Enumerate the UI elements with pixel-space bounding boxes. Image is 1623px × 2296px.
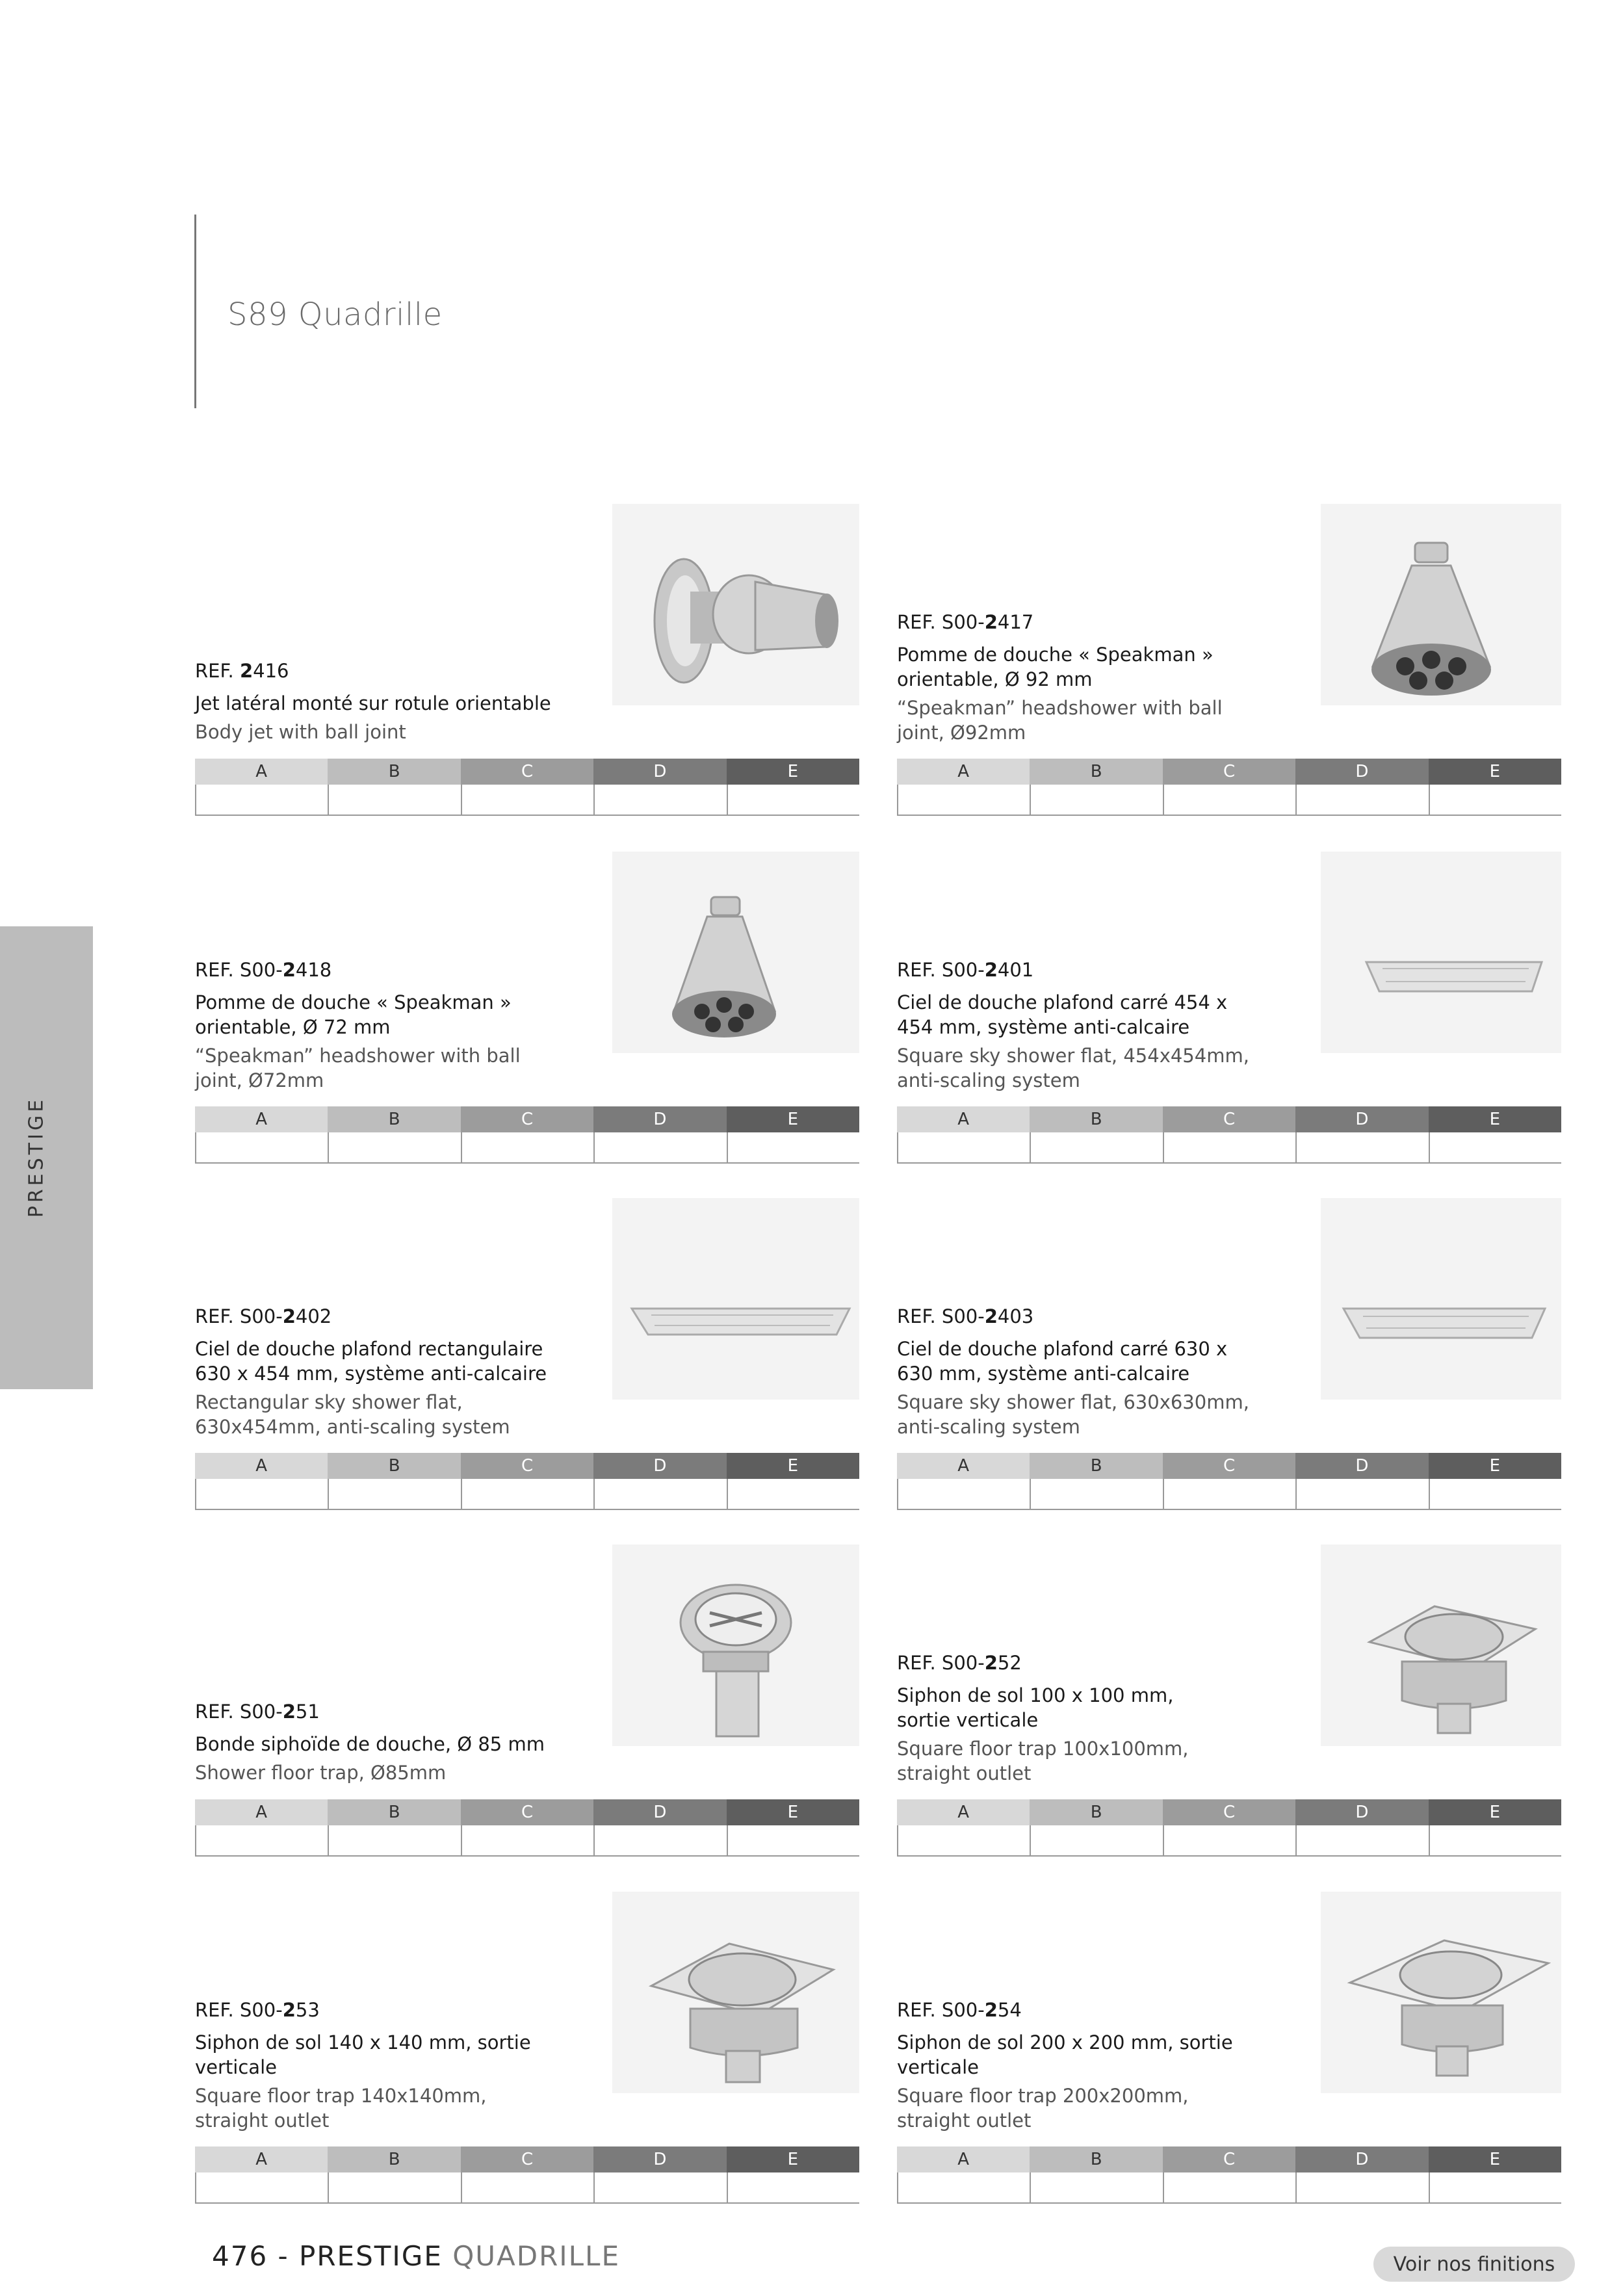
finish-a: A [897, 1799, 1030, 1825]
product-2416 [195, 504, 859, 816]
product-2418 [195, 852, 859, 1164]
finish-d: D [593, 1106, 726, 1132]
product-description-en: Square sky shower flat, 454x454mm, anti-scaling system [897, 1045, 1249, 1091]
product-description-en: Square floor trap 140x140mm, straight outlet [195, 2085, 487, 2132]
finish-c: C [461, 1799, 593, 1825]
finish-e: E [727, 2146, 859, 2172]
finish-e: E [1429, 759, 1561, 785]
finish-c: C [1163, 1799, 1295, 1825]
product-ref: REF. 2416 [195, 660, 289, 682]
finish-b: B [1030, 1453, 1162, 1479]
finish-a: A [897, 759, 1030, 785]
product-251 [195, 1545, 859, 1857]
finish-d: D [1295, 1453, 1428, 1479]
finish-grid [195, 1106, 859, 1164]
finish-b: B [328, 1799, 460, 1825]
finish-b: B [1030, 1106, 1162, 1132]
finish-a: A [897, 1106, 1030, 1132]
finish-e: E [1429, 1799, 1561, 1825]
product-ref: REF. S00-251 [195, 1701, 320, 1723]
square-drain-icon [1321, 1545, 1561, 1746]
product-253 [195, 1892, 859, 2204]
finish-grid [897, 1799, 1561, 1857]
product-description-en: “Speakman” headshower with ball joint, Ø92mm [897, 697, 1223, 744]
finitions-button[interactable]: Voir nos finitions [1373, 2247, 1575, 2282]
headshower-icon [1321, 504, 1561, 705]
finish-c: C [1163, 1106, 1295, 1132]
product-description-fr: Ciel de douche plafond rectangulaire 630 x 454 mm, système anti-calcaire [195, 1338, 547, 1385]
square-drain-icon [612, 1892, 859, 2093]
finish-e: E [727, 759, 859, 785]
finish-d: D [593, 1799, 726, 1825]
product-ref: REF. S00-2402 [195, 1305, 332, 1327]
product-2417 [897, 504, 1561, 816]
finish-c: C [1163, 1453, 1295, 1479]
product-description-fr: Bonde siphoïde de douche, Ø 85 mm [195, 1733, 545, 1755]
finish-a: A [195, 1453, 328, 1479]
finish-c: C [1163, 2146, 1295, 2172]
finish-a: A [897, 2146, 1030, 2172]
title-rule [194, 215, 196, 408]
finish-b: B [328, 2146, 460, 2172]
square-drain-icon [1321, 1892, 1561, 2093]
finish-grid [897, 1106, 1561, 1164]
product-ref: REF. S00-2418 [195, 959, 332, 981]
page-footer [212, 2240, 620, 2272]
finish-c: C [461, 1106, 593, 1132]
finish-b: B [328, 1106, 460, 1132]
product-description-en: Rectangular sky shower flat, 630x454mm, anti-scaling system [195, 1391, 510, 1438]
finish-a: A [195, 1799, 328, 1825]
finish-e: E [727, 1453, 859, 1479]
product-description-en: Body jet with ball joint [195, 721, 406, 743]
product-252 [897, 1545, 1561, 1857]
finish-e: E [1429, 2146, 1561, 2172]
finish-grid [195, 1799, 859, 1857]
finish-a: A [195, 2146, 328, 2172]
finish-d: D [1295, 759, 1428, 785]
product-description-fr: Siphon de sol 200 x 200 mm, sortie verticale [897, 2031, 1233, 2078]
product-ref: REF. S00-2417 [897, 611, 1034, 633]
product-2403 [897, 1198, 1561, 1510]
finish-d: D [1295, 1799, 1428, 1825]
product-description-en: Square floor trap 100x100mm, straight outlet [897, 1738, 1189, 1784]
finish-e: E [727, 1106, 859, 1132]
sky-shower-icon [1321, 852, 1561, 1053]
finish-grid [195, 2146, 859, 2204]
side-tab-label: PRESTIGE [25, 1096, 48, 1218]
sky-shower-icon [1321, 1198, 1561, 1400]
product-description-en: Square floor trap 200x200mm, straight outlet [897, 2085, 1189, 2132]
finish-d: D [593, 2146, 726, 2172]
body-jet-icon [612, 504, 859, 705]
finish-grid [897, 1453, 1561, 1510]
product-ref: REF. S00-254 [897, 1999, 1022, 2021]
finish-a: A [195, 759, 328, 785]
headshower-icon [612, 852, 859, 1053]
product-description-fr: Ciel de douche plafond carré 454 x 454 mm, système anti-calcaire [897, 991, 1228, 1038]
finish-grid [897, 2146, 1561, 2204]
product-ref: REF. S00-2401 [897, 959, 1034, 981]
finish-grid [897, 759, 1561, 816]
product-description-fr: Pomme de douche « Speakman » orientable, Ø 92 mm [897, 644, 1214, 690]
finish-c: C [461, 1453, 593, 1479]
finish-a: A [195, 1106, 328, 1132]
finish-b: B [328, 759, 460, 785]
finish-d: D [593, 1453, 726, 1479]
finish-e: E [1429, 1453, 1561, 1479]
product-description-en: Square sky shower flat, 630x630mm, anti-scaling system [897, 1391, 1249, 1438]
product-description-fr: Ciel de douche plafond carré 630 x 630 mm, système anti-calcaire [897, 1338, 1228, 1385]
finish-b: B [1030, 1799, 1162, 1825]
finish-e: E [727, 1799, 859, 1825]
product-2401 [897, 852, 1561, 1164]
round-drain-icon [612, 1545, 859, 1746]
product-ref: REF. S00-252 [897, 1652, 1022, 1674]
finish-d: D [1295, 1106, 1428, 1132]
product-description-fr: Jet latéral monté sur rotule orientable [195, 692, 551, 714]
product-description-en: “Speakman” headshower with ball joint, Ø72mm [195, 1045, 521, 1091]
product-description-fr: Siphon de sol 140 x 140 mm, sortie verticale [195, 2031, 531, 2078]
product-ref: REF. S00-2403 [897, 1305, 1034, 1327]
footer-section: PRESTIGE [299, 2240, 453, 2272]
product-ref: REF. S00-253 [195, 1999, 320, 2021]
product-description-fr: Siphon de sol 100 x 100 mm, sortie verticale [897, 1684, 1174, 1731]
finish-a: A [897, 1453, 1030, 1479]
finish-c: C [461, 2146, 593, 2172]
product-254 [897, 1892, 1561, 2204]
finish-b: B [1030, 759, 1162, 785]
finish-b: B [1030, 2146, 1162, 2172]
finish-d: D [1295, 2146, 1428, 2172]
finish-e: E [1429, 1106, 1561, 1132]
finish-c: C [461, 759, 593, 785]
product-description-en: Shower floor trap, Ø85mm [195, 1762, 447, 1784]
finish-c: C [1163, 759, 1295, 785]
finish-d: D [593, 759, 726, 785]
sky-shower-icon [612, 1198, 859, 1400]
finish-grid [195, 759, 859, 816]
product-2402 [195, 1198, 859, 1510]
finish-b: B [328, 1453, 460, 1479]
product-description-fr: Pomme de douche « Speakman » orientable, Ø 72 mm [195, 991, 512, 1038]
finish-grid [195, 1453, 859, 1510]
footer-collection: QUADRILLE [452, 2240, 620, 2272]
page-title: S89 Quadrille [227, 296, 443, 333]
page-number: 476 - [212, 2240, 300, 2272]
